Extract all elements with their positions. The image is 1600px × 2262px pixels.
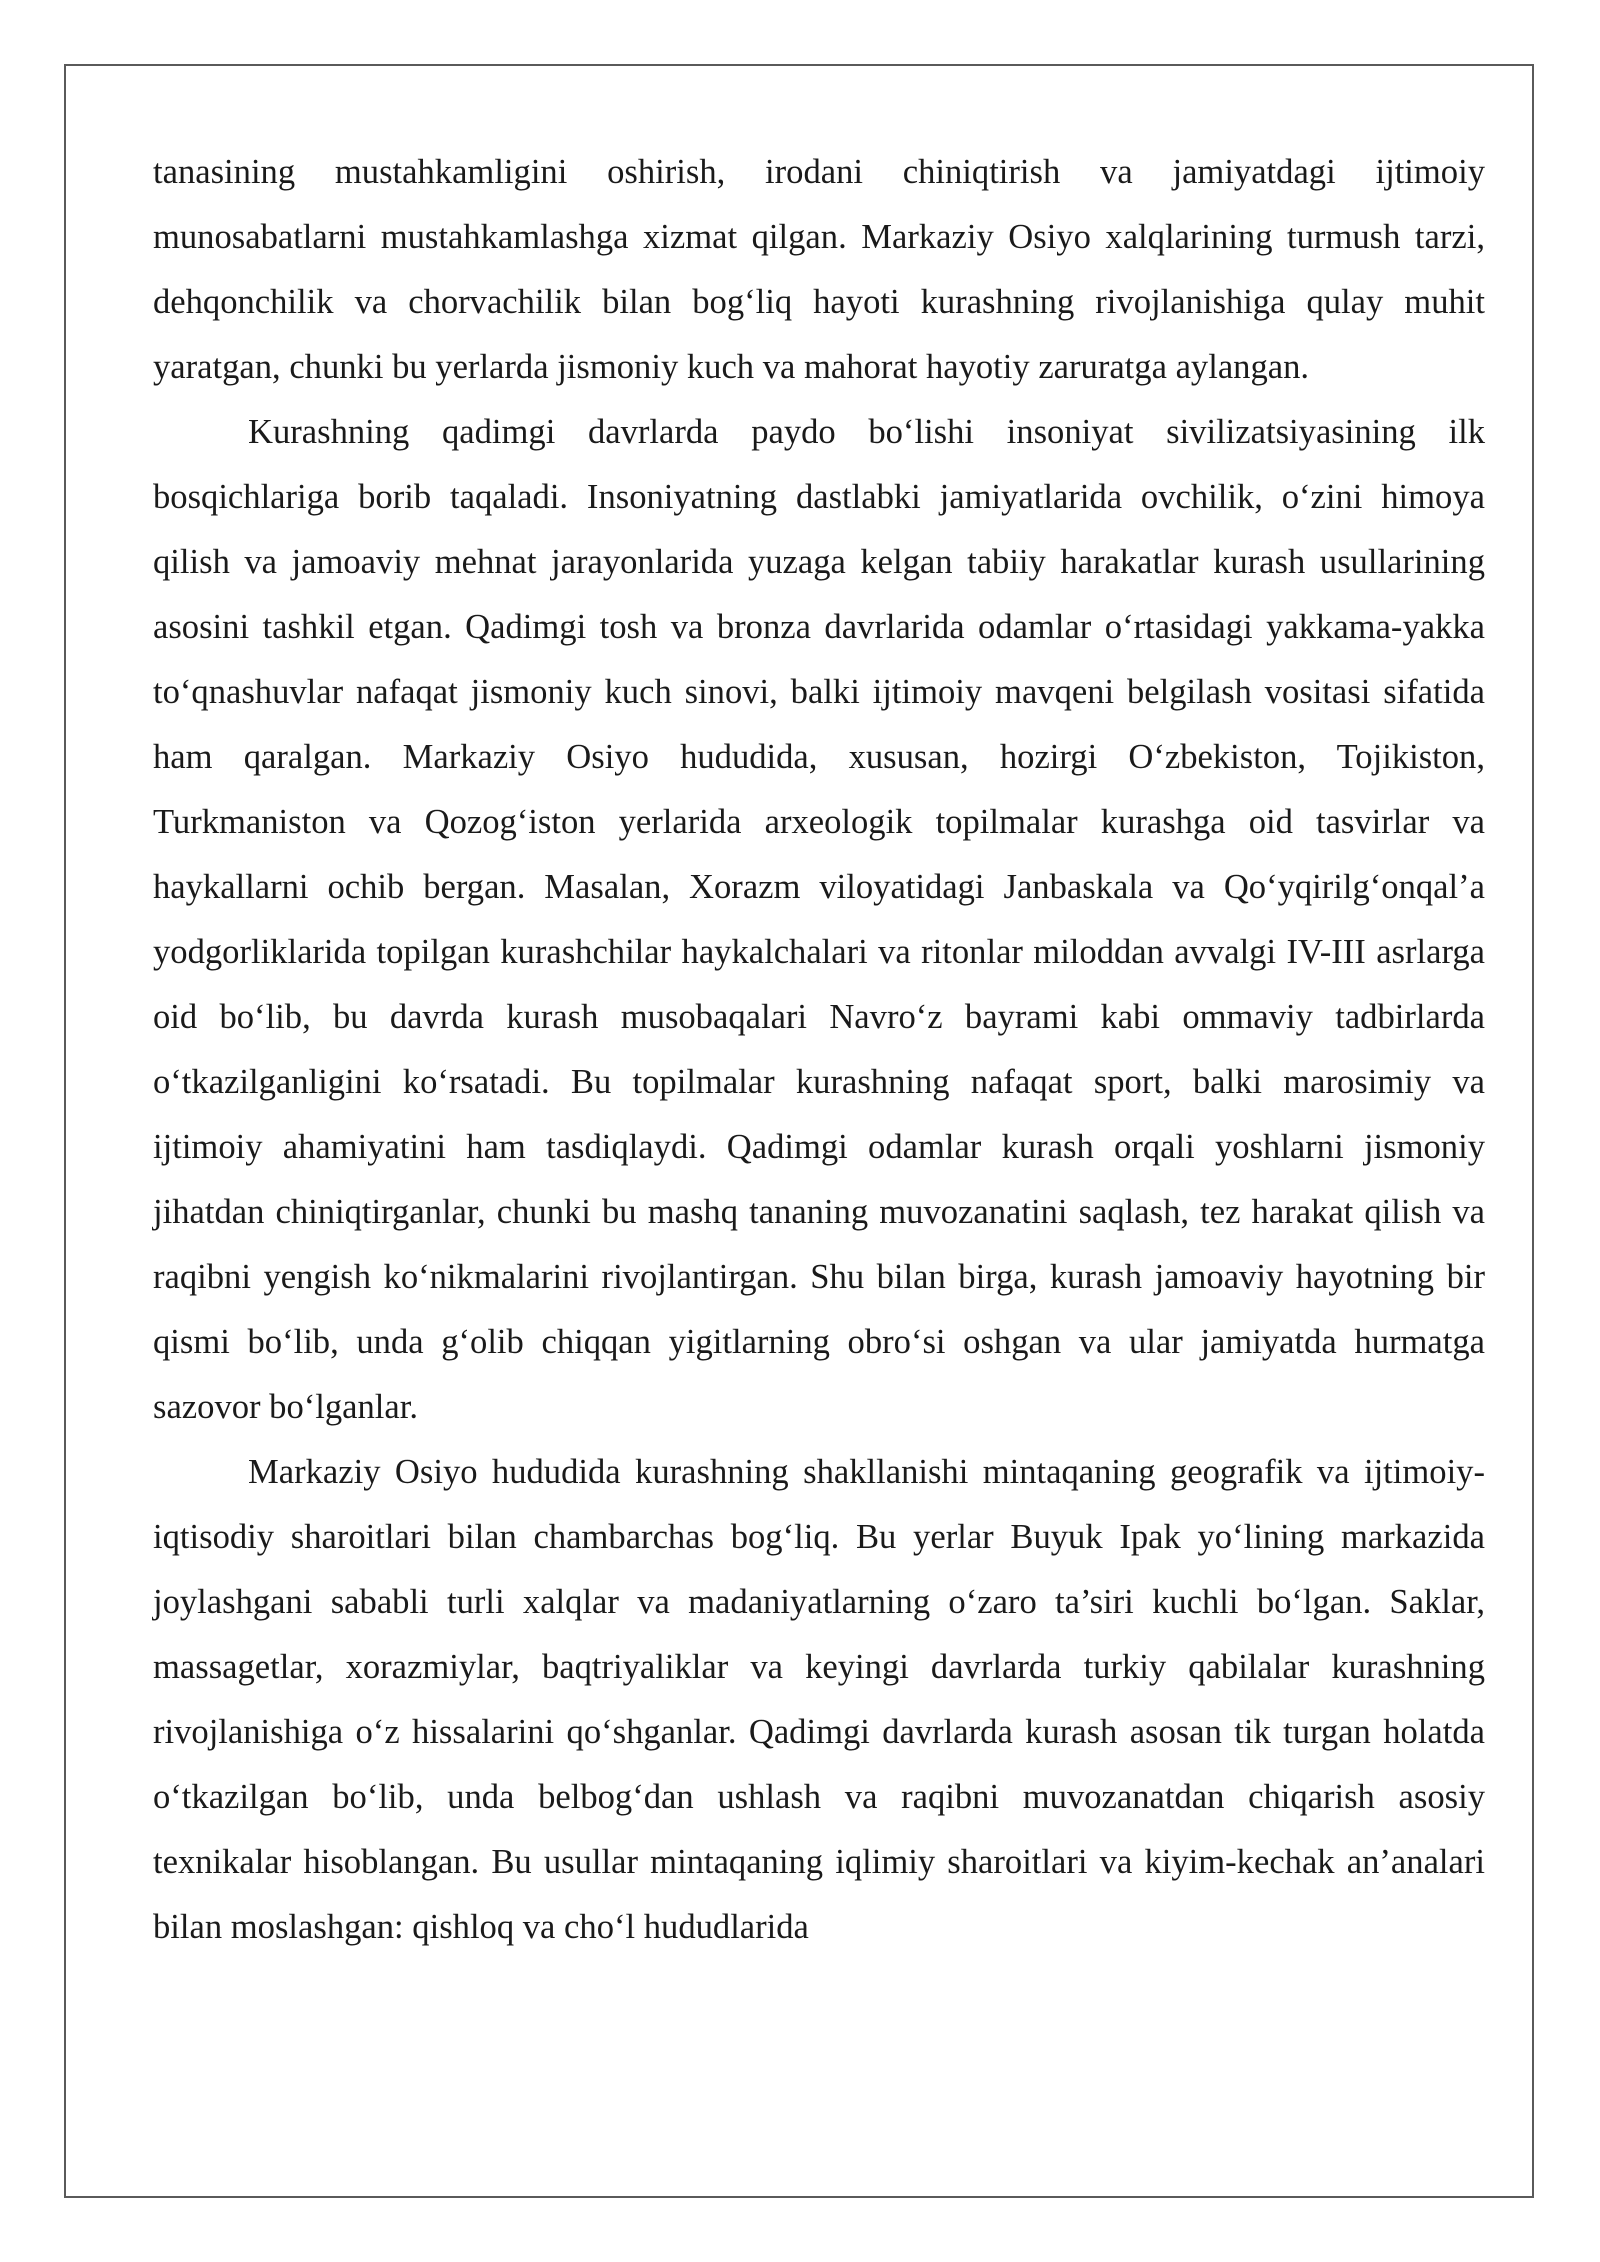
paragraph-2: Kurashning qadimgi davrlarda paydo bo‘lishi insoniyat sivilizatsiyasining ilk bosqichlariga borib taqaladi. Insoniyatning dastlabki jamiyatlarida ovchilik, o‘zini himoya qilish va jamoaviy mehnat jarayonlarida yuzaga kelgan tabiiy harakatlar kurash usullarining asosini tashkil etgan. Qadimgi tosh va bronza davrlarida odamlar o‘rtasidagi yakkama-yakka to‘qnashuvlar nafaqat jismoniy kuch sinovi, balki ijtimoiy mavqeni belgilash vositasi sifatida ham qaralgan. Markaziy Osiyo hududida, xususan, hozirgi O‘zbekiston, Tojikiston, Turkmaniston va Qozog‘iston yerlarida arxeologik topilmalar kurashga oid tasvirlar va haykallarni ochib bergan. Masalan, Xorazm viloyatidagi Janbaskala va Qo‘yqirilg‘onqal’a yodgorliklarida topilgan kurashchilar haykalchalari va ritonlar miloddan avvalgi IV-III asrlarga oid bo‘lib, bu davrda kurash musobaqalari Navro‘z bayrami kabi ommaviy tadbirlarda o‘tkazilganligini ko‘rsatadi. Bu topilmalar kurashning nafaqat sport, balki marosimiy va ijtimoiy ahamiyatini ham tasdiqlaydi. Qadimgi odamlar kurash orqali yoshlarni jismoniy jihatdan chiniqtirganlar, chunki bu mashq tananing muvozanatini saqlash, tez harakat qilish va raqibni yengish ko‘nikmalarini rivojlantirgan. Shu bilan birga, kurash jamoaviy hayotning bir qismi bo‘lib, unda g‘olib chiqqan yigitlarning obro‘si oshgan va ular jamiyatda hurmatga sazovor bo‘lganlar. [153,413,1485,1426]
paragraph-3: Markaziy Osiyo hududida kurashning shakllanishi mintaqaning geografik va ijtimoiy-iqtisodiy sharoitlari bilan chambarchas bog‘liq. Bu yerlar Buyuk Ipak yo‘lining markazida joylashgani sababli turli xalqlar va madaniyatlarning o‘zaro ta’siri kuchli bo‘lgan. Saklar, massagetlar, xorazmiylar, baqtriyaliklar va keyingi davrlarda turkiy qabilalar kurashning rivojlanishiga o‘z hissalarini qo‘shganlar. Qadimgi davrlarda kurash asosan tik turgan holatda o‘tkazilgan bo‘lib, unda belbog‘dan ushlash va raqibni muvozanatdan chiqarish asosiy texnikalar hisoblangan. Bu usullar mintaqaning iqlimiy sharoitlari va kiyim-kechak an’analari bilan moslashgan: qishloq va cho‘l hududlarida [153,1453,1485,1946]
paragraph-1: tanasining mustahkamligini oshirish, irodani chiniqtirish va jamiyatdagi ijtimoiy munosabatlarni mustahkamlashga xizmat qilgan. Markaziy Osiyo xalqlarining turmush tarzi, dehqonchilik va chorvachilik bilan bog‘liq hayoti kurashning rivojlanishiga qulay muhit yaratgan, chunki bu yerlarda jismoniy kuch va mahorat hayotiy zaruratga aylangan. [153,153,1485,386]
document-body [153,140,1485,1960]
